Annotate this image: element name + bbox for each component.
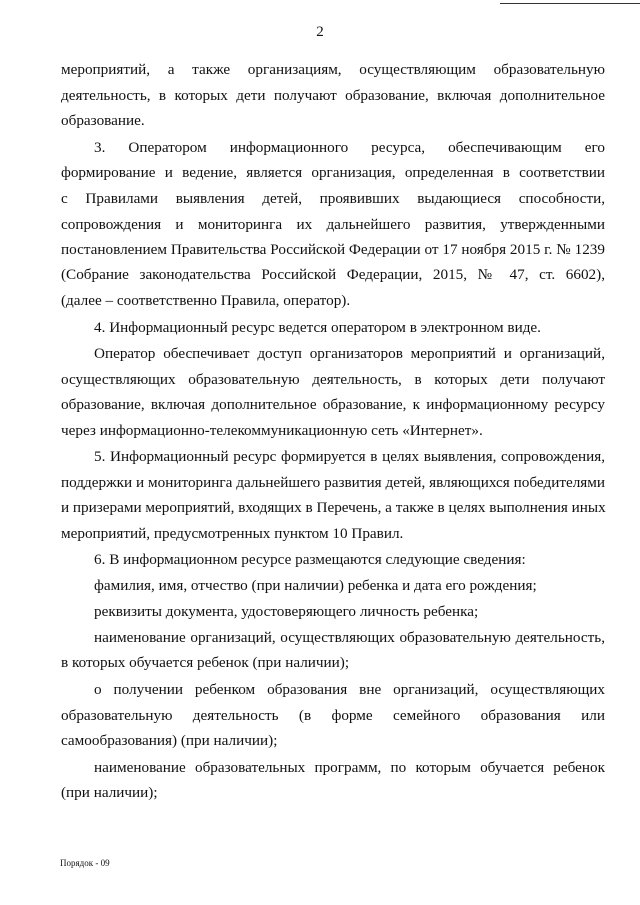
text-line: образовательную деятельность (в форме семейного образования или [61,707,605,724]
text-line: (Собрание законодательства Российской Федерации, 2015, № 47, ст. 6602), [61,266,605,283]
footer-label: Порядок - 09 [60,858,110,868]
text-line: реквизиты документа, удостоверяющего личность ребенка; [94,603,479,620]
text-line: образование, включая дополнительное образование, к информационному ресурсу [61,396,605,413]
text-line: поддержки и мониторинга дальнейшего развития детей, являющихся победителями [61,474,605,491]
text-line: сопровождения и мониторинга их дальнейшего развития, утвержденными [61,216,605,233]
text-line: 4. Информационный ресурс ведется оператором в электронном виде. [94,319,541,336]
text-line: наименование организаций, осуществляющих образовательную деятельность, [94,629,605,646]
text-line: образование. [61,112,145,129]
text-line: осуществляющих образовательную деятельность, в которых дети получают [61,371,605,388]
text-line: фамилия, имя, отчество (при наличии) ребенка и дата его рождения; [94,577,537,594]
text-line: (при наличии); [61,784,158,801]
top-border-line [500,3,640,4]
text-line: о получении ребенком образования вне организаций, осуществляющих [94,681,605,698]
text-line: 6. В информационном ресурсе размещаются следующие сведения: [94,551,526,568]
text-line: самообразования) (при наличии); [61,732,278,749]
text-line: формирование и ведение, является организация, определенная в соответствии [61,164,605,181]
text-line: мероприятий, а также организациям, осуществляющим образовательную [61,61,605,78]
text-line: (далее – соответственно Правила, оператор). [61,292,351,309]
text-line: постановлением Правительства Российской Федерации от 17 ноября 2015 г. № 1239 [61,241,605,258]
text-line: через информационно-телекоммуникационную сеть «Интернет». [61,422,483,439]
page-number: 2 [316,24,324,40]
text-line: 5. Информационный ресурс формируется в целях выявления, сопровождения, [94,448,605,465]
text-line: в которых обучается ребенок (при наличии); [61,654,350,671]
text-line: Оператор обеспечивает доступ организаторов мероприятий и организаций, [94,345,605,362]
text-line: 3. Оператором информационного ресурса, обеспечивающим его [94,139,605,156]
text-line: наименование образовательных программ, по которым обучается ребенок [94,759,605,776]
text-line: деятельность, в которых дети получают образование, включая дополнительное [61,87,605,104]
text-line: и призерами мероприятий, входящих в Перечень, а также в целях выполнения иных [61,499,606,516]
text-line: с Правилами выявления детей, проявивших выдающиеся способности, [61,190,605,207]
text-line: мероприятий, предусмотренных пунктом 10 Правил. [61,525,404,542]
